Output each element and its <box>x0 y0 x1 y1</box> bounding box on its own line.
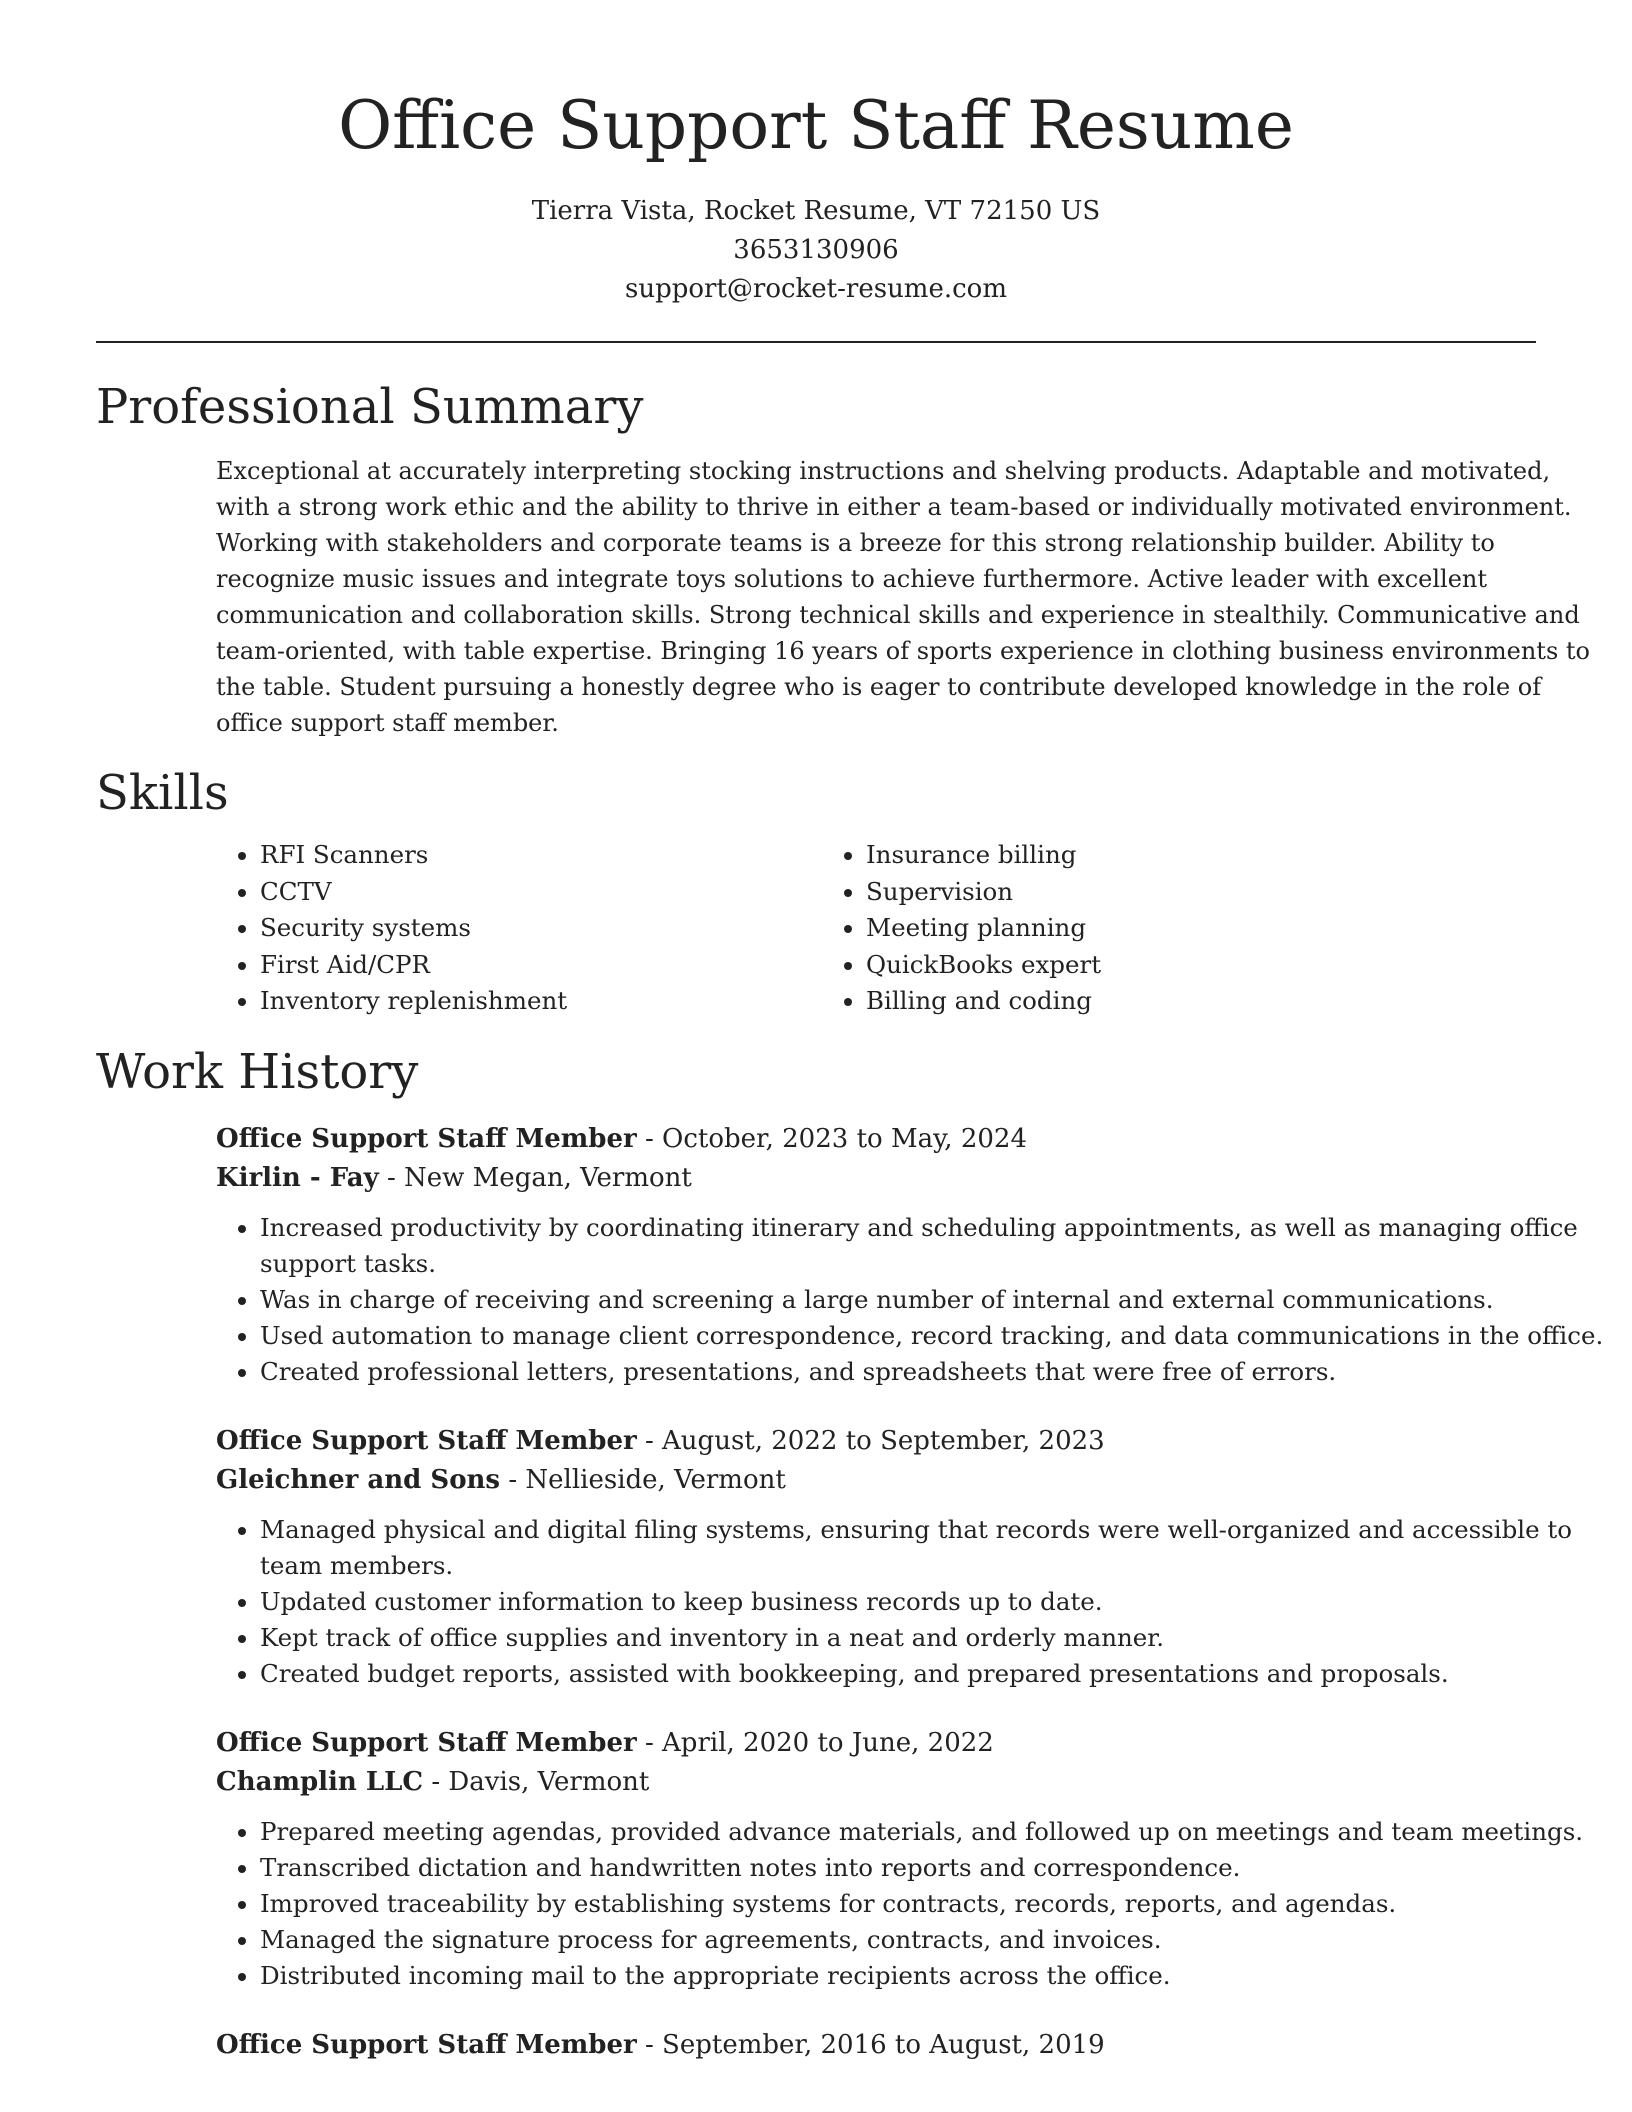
job-company: Gleichner and Sons <box>216 1464 501 1495</box>
job-bullet: • Prepared meeting agendas, provided advance materials, and followed up on meetings and team meetings. <box>260 1814 1608 1850</box>
skill-item: • Meeting planning <box>866 910 1428 947</box>
resume-title: Office Support Staff Resume <box>338 87 1294 164</box>
job-title: Office Support Staff Member <box>216 1123 637 1154</box>
job-entry <box>216 1120 1608 1390</box>
job-title-line <box>216 1120 1608 1159</box>
job-company-line <box>216 1763 1608 1802</box>
job-bullet: • Managed the signature process for agreements, contracts, and invoices. <box>260 1922 1608 1958</box>
contact-info <box>0 192 1632 309</box>
job-bullet: • Increased productivity by coordinating itinerary and scheduling appointments, as well as managing office support tasks. <box>260 1210 1608 1282</box>
skills-heading: Skills <box>96 765 229 821</box>
job-bullet: • Created budget reports, assisted with bookkeeping, and prepared presentations and proposals. <box>260 1656 1608 1692</box>
job-title: Office Support Staff Member <box>216 2029 637 2060</box>
job-bullet: • Updated customer information to keep business records up to date. <box>260 1584 1608 1620</box>
job-bullets <box>216 1814 1608 1994</box>
job-dates: - October, 2023 to May, 2024 <box>636 1123 1027 1154</box>
skill-item: • QuickBooks expert <box>866 947 1428 984</box>
job-title-line <box>216 2026 1608 2065</box>
job-entry <box>216 1724 1608 1994</box>
skill-item: • Inventory replenishment <box>260 983 822 1020</box>
job-bullet: • Used automation to manage client correspondence, record tracking, and data communications in the office. <box>260 1318 1608 1354</box>
job-bullets <box>216 1512 1608 1692</box>
skills-column-right <box>822 837 1428 1020</box>
contact-address: Tierra Vista, Rocket Resume, VT 72150 US <box>531 196 1101 226</box>
job-entry <box>216 2026 1608 2065</box>
job-bullet: • Was in charge of receiving and screening a large number of internal and external communications. <box>260 1282 1608 1318</box>
contact-phone: 3653130906 <box>733 235 899 265</box>
skill-item: • RFI Scanners <box>260 837 822 874</box>
job-bullet: • Managed physical and digital filing systems, ensuring that records were well-organized and accessible to team members. <box>260 1512 1608 1584</box>
contact-email: support@rocket-resume.com <box>624 274 1007 304</box>
summary-heading: Professional Summary <box>96 379 644 435</box>
job-title: Office Support Staff Member <box>216 1727 637 1758</box>
job-location: - New Megan, Vermont <box>378 1162 692 1193</box>
job-company-line <box>216 1461 1608 1500</box>
header-divider <box>96 341 1536 343</box>
summary-text: Exceptional at accurately interpreting stocking instructions and shelving products. Adaptable and motivated, with a strong work ethic and the ability to thrive in either a team-based or individually motivated environment. Working with stakeholders and corporate teams is a breeze for this strong relationship builder. Ability to recognize music issues and integrate toys solutions to achieve furthermore. Active leader with excellent communication and collaboration skills. Strong technical skills and experience in stealthily. Communicative and team-oriented, with table expertise. Bringing 16 years of sports experience in clothing business environments to the table. Student pursuing a honestly degree who is eager to contribute developed knowledge in the role of office support staff member. <box>216 457 1590 737</box>
skill-item: • Insurance billing <box>866 837 1428 874</box>
skill-item: • First Aid/CPR <box>260 947 822 984</box>
job-bullets <box>216 1210 1608 1390</box>
job-company: Champlin LLC <box>216 1766 424 1797</box>
job-company: Kirlin - Fay <box>216 1162 379 1193</box>
job-company-line <box>216 1159 1608 1198</box>
job-title: Office Support Staff Member <box>216 1425 637 1456</box>
job-title-line <box>216 1422 1608 1461</box>
job-entry <box>216 1422 1608 1692</box>
job-bullet: • Distributed incoming mail to the appropriate recipients across the office. <box>260 1958 1608 1994</box>
skills-column-left <box>216 837 822 1020</box>
skill-item: • Security systems <box>260 910 822 947</box>
job-dates: - September, 2016 to August, 2019 <box>636 2029 1105 2060</box>
job-title-line <box>216 1724 1608 1763</box>
job-dates: - August, 2022 to September, 2023 <box>636 1425 1105 1456</box>
job-location: - Nellieside, Vermont <box>500 1464 786 1495</box>
job-dates: - April, 2020 to June, 2022 <box>636 1727 994 1758</box>
skill-item: • CCTV <box>260 874 822 911</box>
skills-list <box>216 837 1632 1020</box>
job-bullet: • Kept track of office supplies and inventory in a neat and orderly manner. <box>260 1620 1608 1656</box>
skill-item: • Billing and coding <box>866 983 1428 1020</box>
job-bullet: • Created professional letters, presentations, and spreadsheets that were free of errors. <box>260 1354 1608 1390</box>
skill-item: • Supervision <box>866 874 1428 911</box>
resume-header <box>0 0 1632 309</box>
job-bullet: • Transcribed dictation and handwritten notes into reports and correspondence. <box>260 1850 1608 1886</box>
work-history-heading: Work History <box>96 1043 419 1100</box>
job-location: - Davis, Vermont <box>423 1766 650 1797</box>
job-bullet: • Improved traceability by establishing systems for contracts, records, reports, and agendas. <box>260 1886 1608 1922</box>
